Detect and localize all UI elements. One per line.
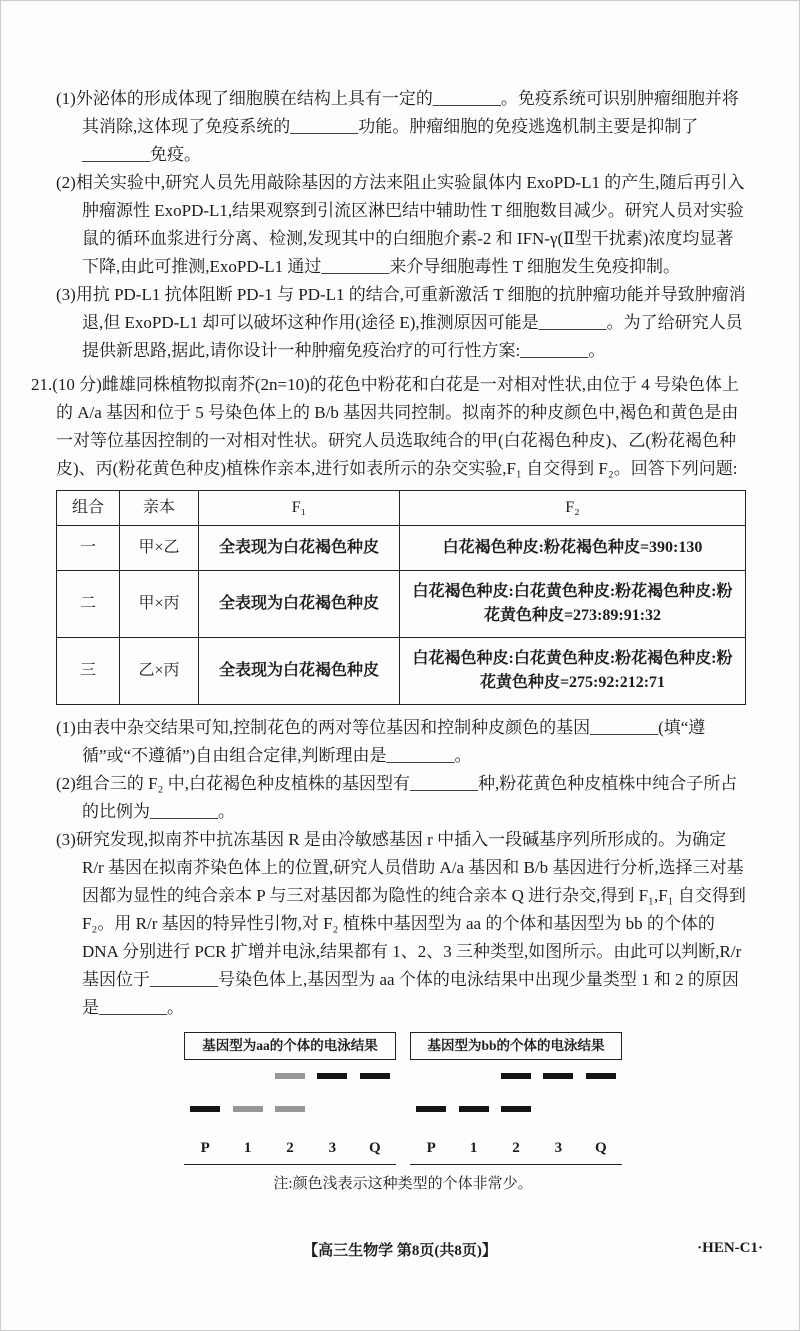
- table-header-row: [57, 491, 746, 526]
- cell-parents: 乙×丙: [120, 638, 199, 705]
- lane-label: 2: [286, 1140, 294, 1156]
- cell-f2: 白花褐色种皮:白花黄色种皮:粉花褐色种皮:粉花黄色种皮=275:92:212:71: [400, 638, 746, 705]
- cell-f1: 全表现为白花褐色种皮: [199, 526, 400, 571]
- lane-label: 1: [243, 1140, 252, 1156]
- lane-labels: [410, 1134, 622, 1162]
- q20-part1: (1)外泌体的形成体现了细胞膜在结构上具有一定的________。免疫系统可识别肿瘤细胞并将其消除,这体现了免疫系统的________功能。肿瘤细胞的免疫逃逸机制主要是抑制了________免疫。: [56, 89, 739, 164]
- header-f2: F₂: [400, 491, 746, 526]
- gel-band: [233, 1106, 263, 1112]
- lane-label: Q: [594, 1140, 607, 1156]
- figure-note: 注:颜色浅表示这种类型的个体非常少。: [273, 1176, 533, 1192]
- lane-label: P: [426, 1140, 436, 1156]
- gel-panels: [184, 1032, 622, 1165]
- lane-label: 3: [328, 1140, 337, 1156]
- footer-page-info: 【高三生物学 第8页(共8页)】: [303, 1243, 497, 1259]
- gel-band: [275, 1073, 305, 1079]
- footer-code: ·HEN-C1·: [697, 1240, 763, 1256]
- cell-group: 二: [57, 571, 120, 638]
- lane-label: P: [200, 1140, 210, 1156]
- gel-panel-bb: [410, 1032, 622, 1165]
- lane-label: 1: [469, 1140, 478, 1156]
- gel-band: [360, 1073, 390, 1079]
- page-content: [1, 1, 799, 1198]
- lane-labels: [184, 1134, 396, 1162]
- table-row: [57, 638, 746, 705]
- lane-label: 2: [512, 1140, 520, 1156]
- electrophoresis-figure: [184, 1032, 622, 1198]
- cell-f1: 全表现为白花褐色种皮: [199, 638, 400, 705]
- gel-panel-title: 基因型为bb的个体的电泳结果: [410, 1032, 622, 1060]
- gel-band: [275, 1106, 305, 1112]
- page-footer: [1, 1239, 799, 1260]
- cell-group: 三: [57, 638, 120, 705]
- gel-area: [410, 1060, 622, 1132]
- gel-band: [501, 1106, 531, 1112]
- cell-f2: 白花褐色种皮:白花黄色种皮:粉花褐色种皮:粉花黄色种皮=273:89:91:32: [400, 571, 746, 638]
- gel-panel-aa: [184, 1032, 396, 1165]
- q21-part1: (1)由表中杂交结果可知,控制花色的两对等位基因和控制种皮颜色的基因________(填“遵循”或“不遵循”)自由组合定律,判断理由是________。: [56, 718, 706, 765]
- cross-experiment-table: [56, 490, 746, 705]
- gel-band: [543, 1073, 573, 1079]
- q21-stem: 21.(10 分)雌雄同株植物拟南芥(2n=10)的花色中粉花和白花是一对相对性状,由位于 4 号染色体上的 A/a 基因和位于 5 号染色体上的 B/b 基因共同控制。拟南芥的种皮颜色中,褐色和黄色是由一对等位基因控制的一对相对性状。研究人员选取纯合的甲(白花褐色种皮)、乙(粉花褐色种皮)、丙(粉花黄色种皮)植株作亲本,进行如表所示的杂交实验,F₁ 自交得到 F₂。回答下列问题:: [31, 375, 739, 478]
- table-row: [57, 571, 746, 638]
- cell-group: 一: [57, 526, 120, 571]
- header-parents: 亲本: [120, 491, 199, 526]
- gel-band: [416, 1106, 446, 1112]
- gel-band: [190, 1106, 220, 1112]
- cell-parents: 甲×丙: [120, 571, 199, 638]
- gel-band: [586, 1073, 616, 1079]
- q20-part2: (2)相关实验中,研究人员先用敲除基因的方法来阻止实验鼠体内 ExoPD-L1 的产生,随后再引入肿瘤源性 ExoPD-L1,结果观察到引流区淋巴结中辅助性 T 细胞数目减少。研究人员对实验鼠的循环血浆进行分离、检测,发现其中的白细胞介素-2 和 IFN-γ(Ⅱ型干扰素)浓度均显著下降,由此可推测,ExoPD-L1 通过________来介导细胞毒性 T 细胞发生免疫抑制。: [56, 173, 745, 276]
- q20-part3: (3)用抗 PD-L1 抗体阻断 PD-1 与 PD-L1 的结合,可重新激活 T 细胞的抗肿瘤功能并导致肿瘤消退,但 ExoPD-L1 却可以破坏这种作用(途径 E),推测原因可能是________。为了给研究人员提供新思路,据此,请你设计一种肿瘤免疫治疗的可行性方案:________。: [56, 285, 746, 360]
- gel-panel-title: 基因型为aa的个体的电泳结果: [184, 1032, 396, 1060]
- gel-area: [184, 1060, 396, 1132]
- q21-part2: (2)组合三的 F₂ 中,白花褐色种皮植株的基因型有________种,粉花黄色种皮植株中纯合子所占的比例为________。: [56, 774, 738, 821]
- q21-part3: (3)研究发现,拟南芥中抗冻基因 R 是由冷敏感基因 r 中插入一段碱基序列所形成的。为确定 R/r 基因在拟南芥染色体上的位置,研究人员借助 A/a 基因和 B/b 基因进行分析,选择三对基因都为显性的纯合亲本 P 与三对基因都为隐性的纯合亲本 Q 进行杂交,得到 F₁,F₁ 自交得到 F₂。用 R/r 基因的特异性引物,对 F₂ 植株中基因型为 aa 的个体和基因型为 bb 的个体的 DNA 分别进行 PCR 扩增并电泳,结果都有 1、2、3 三种类型,如图所示。由此可以判断,R/r 基因位于________号染色体上,基因型为 aa 个体的电泳结果中出现少量类型 1 和 2 的原因是________。: [56, 830, 746, 1017]
- gel-band: [501, 1073, 531, 1079]
- cell-f1: 全表现为白花褐色种皮: [199, 571, 400, 638]
- lane-label: Q: [368, 1140, 381, 1156]
- gel-band: [459, 1106, 489, 1112]
- cell-f2: 白花褐色种皮:粉花褐色种皮=390:130: [400, 526, 746, 571]
- header-f1: F₁: [199, 491, 400, 526]
- table-row: [57, 526, 746, 571]
- lane-label: 3: [554, 1140, 563, 1156]
- cell-parents: 甲×乙: [120, 526, 199, 571]
- gel-band: [317, 1073, 347, 1079]
- header-group: 组合: [57, 491, 120, 526]
